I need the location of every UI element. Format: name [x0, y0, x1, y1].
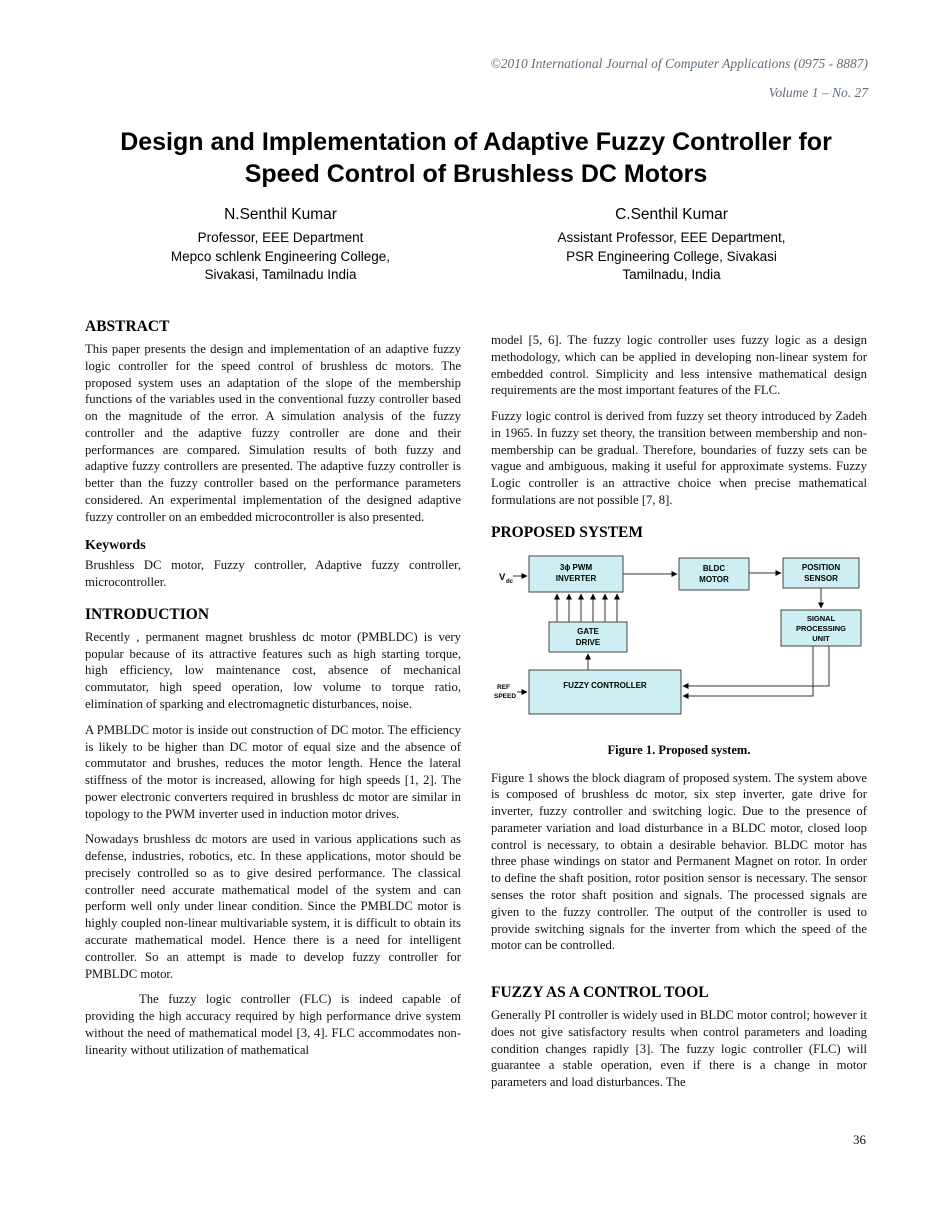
- wire-signal-to-fuzzy-1: [683, 646, 829, 686]
- figure-block-gate-drive: [549, 622, 627, 652]
- signal-processing-label: UNIT: [812, 633, 830, 643]
- right-column: [491, 318, 867, 1100]
- wire-signal-to-fuzzy-2: [683, 646, 813, 696]
- signal-processing-label: SIGNAL: [806, 613, 836, 623]
- bldc-motor-label: MOTOR: [699, 574, 729, 584]
- figure-block-pwm-inverter: [529, 556, 623, 592]
- author-block-left: [85, 206, 476, 285]
- bldc-motor-label: BLDC: [702, 563, 726, 573]
- fuzzy-control-tool-heading: FUZZY AS A CONTROL TOOL: [491, 984, 709, 1002]
- signal-processing-label: PROCESSING: [795, 623, 847, 633]
- author-affiliation-line: Tamilnadu, India: [622, 267, 721, 283]
- proposed-system-heading: PROPOSED SYSTEM: [491, 523, 644, 541]
- journal-name: ©2010 International Journal of Computer Applications (0975 - 8887): [490, 56, 868, 71]
- introduction-paragraph: Nowadays brushless dc motors are used in various applications such as defense, industries, robotics, etc. In these applications, motor should be precisely controlled so as to give desired performance. The classical controller need accurate mathematical model of the system and can perform well only under linear condition. Since the PMBLDC motor is highly coupled non-linear multivariable system, it is difficult to obtain its accurate mathematical model. Hence there is a need for intelligent controller. So an attempt is made to develop fuzzy controller for PMBLDC motor.: [85, 832, 461, 981]
- gate-drive-label: GATE: [577, 626, 599, 636]
- pwm-inverter-label: 3ϕ PWM: [559, 562, 593, 572]
- left-column: [85, 318, 461, 1100]
- ref-speed-label: SPEED: [494, 692, 517, 700]
- position-sensor-label: POSITION: [801, 562, 841, 572]
- author-affiliation-line: PSR Engineering College, Sivakasi: [566, 248, 777, 264]
- body-paragraph: model [5, 6]. The fuzzy logic controller uses fuzzy logic as a design methodology, which can be applied in developing non-linear system for embedded control. Simplicity and less intensive mathematical design requirements are the most important features of the FLC.: [491, 333, 867, 398]
- journal-header: [491, 56, 869, 114]
- bldc-motor-box: [679, 558, 749, 590]
- author-block-right: [476, 206, 867, 285]
- author-affiliation-line: Mepco schlenk Engineering College,: [170, 248, 391, 264]
- figure-proposed-system: [491, 550, 867, 735]
- figure-block-position-sensor: [783, 558, 859, 588]
- fuzzy-controller-label: FUZZY CONTROLLER: [563, 680, 647, 690]
- paper-title: Design and Implementation of Adaptive Fuzzy Controller for Speed Control of Brushless DC Motors: [120, 128, 832, 188]
- pwm-inverter-label: INVERTER: [555, 573, 597, 583]
- figure-caption: Figure 1. Proposed system.: [607, 742, 751, 757]
- keywords-text: Brushless DC motor, Fuzzy controller, Adaptive fuzzy controller, microcontroller.: [85, 558, 461, 590]
- author-affiliation-line: Sivakasi, Tamilnadu India: [204, 267, 357, 283]
- gate-drive-label: DRIVE: [575, 637, 601, 647]
- authors-row: [85, 206, 867, 285]
- vdc-subscript: dc: [506, 578, 514, 585]
- introduction-heading: INTRODUCTION: [85, 605, 210, 623]
- ref-speed-label: REF: [497, 683, 510, 691]
- fuzzy-controller-box: [529, 670, 681, 714]
- journal-volume: Volume 1 – No. 27: [768, 85, 868, 100]
- figure-io-labels: [494, 572, 516, 700]
- body-paragraph: Figure 1 shows the block diagram of proposed system. The system above is composed of brushless dc motor, six step inverter, gate drive for inverter, fuzzy controller and switching logic. Due to the presence of parameter variation and load disturbance in a BLDC motor, closed loop control is necessary, to obtain a desirable behavior. BLDC motor has three phase windings on stator and Permanent Magnet on rotor. In order to define the shaft position, rotor position sensor is necessary. The sensor senses the rotor shaft position and signals. The processed signals are given to the fuzzy controller. The output of the controller is used to provide switching signals for the inverter from which the speed of the motor can be controlled.: [491, 770, 867, 953]
- body-paragraph: Fuzzy logic control is derived from fuzzy set theory introduced by Zadeh in 1965. In fuzzy set theory, the transition between membership and non-membership can be gradual. Therefore, boundaries of fuzzy sets can be vague and ambiguous, making it useful for approximate systems. Fuzzy Logic controller is an attractive choice when precise mathematical formulations are not possible [7, 8].: [491, 409, 867, 507]
- author-affiliation-line: Assistant Professor, EEE Department,: [557, 230, 786, 245]
- figure-block-bldc-motor: [679, 558, 749, 590]
- body-paragraph: Generally PI controller is widely used in BLDC motor control; however it does not give satisfactory results when control parameters and loading condition changes rapidly [3]. The fuzzy logic controller (FLC) will guarantee a stable operation, even if there is a change in motor parameters and load disturbances. The: [491, 1008, 867, 1090]
- abstract-heading: ABSTRACT: [85, 318, 170, 335]
- introduction-paragraph: Recently , permanent magnet brushless dc motor (PMBLDC) is very popular because of its attractive features such as high starting torque, high efficiency, low maintenance cost, absence of mechanical commutator, high speed operation, low volume to torque ratio, elimination of sparking and electromagnetic disturbances, noise.: [85, 629, 461, 712]
- two-column-body: [85, 318, 867, 1100]
- position-sensor-label: SENSOR: [804, 573, 838, 583]
- figure-block-fuzzy-controller: [529, 670, 681, 714]
- author-name: N.Senthil Kumar: [224, 206, 337, 223]
- author-affiliation-line: Professor, EEE Department: [197, 230, 364, 245]
- abstract-text: This paper presents the design and implementation of an adaptive fuzzy logic controller for the speed control of brushless dc motors. The proposed system uses an adaptation of the slope of the membership functions of the variables used in the conventional fuzzy controller based on the magnitude of the error. A simulation analysis of the fuzzy controller and the adaptive fuzzy controller are done and their performances are compared. Simulation results of both fuzzy and adaptive fuzzy controllers are presented. The adaptive fuzzy controller is better than the fuzzy controller based on the performance parameters considered. An experimental implementation of the designed adaptive fuzzy controller on an embedded microcontroller is also presented.: [85, 342, 461, 524]
- introduction-paragraph: A PMBLDC motor is inside out construction of DC motor. The efficiency is likely to be higher than DC motor of equal size and the absence of commutator and brushes, reduces the motor length. Hence the lateral stiffness of the motor is increased, allowing for high speeds [1, 2]. The power electronic converters required in brushless dc motor are similar in topology to the PWM inverter used in induction motor drives.: [85, 722, 461, 821]
- block-diagram: [493, 550, 865, 730]
- vdc-label: V: [499, 571, 506, 583]
- keywords-heading: Keywords: [85, 538, 146, 554]
- page-number: 36: [853, 1132, 866, 1147]
- introduction-paragraph: The fuzzy logic controller (FLC) is indeed capable of providing the high accuracy required by high performance drive system without the need of mathematical model [3, 4]. FLC accommodates non-linearity without utilization of mathematical: [85, 992, 461, 1057]
- author-name: C.Senthil Kumar: [615, 206, 728, 223]
- figure-block-signal-processing-unit: [781, 610, 861, 646]
